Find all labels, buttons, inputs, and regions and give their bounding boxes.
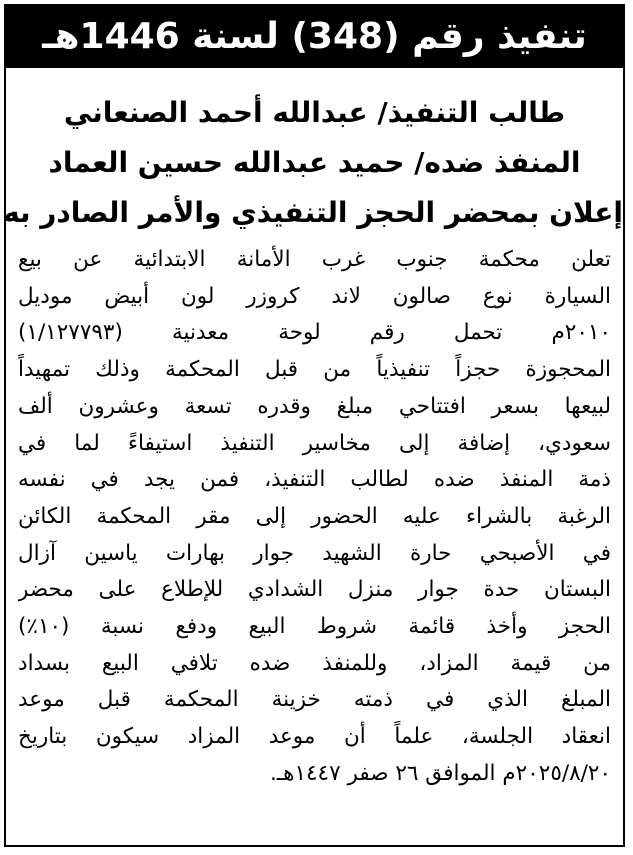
body-line: البستان حدة جوار منزل الشدادي للإطلاع على محضر xyxy=(18,577,611,603)
body-line: سعودي، إضافة إلى مخاسير التنفيذ استيفاءً لما في xyxy=(18,430,611,456)
body-line: ٢٠١٠م تحمل رقم لوحة معدنية (١/١٢٧٧٩٣) xyxy=(18,320,611,346)
body-line: في الأصبحي حارة الشهيد جوار بهارات ياسين آزال xyxy=(18,540,611,566)
body-line: لبيعها بسعر افتتاحي مبلغ وقدره تسعة وعشرون ألف xyxy=(18,393,611,419)
notice-subject: إعلان بمحضر الحجز التنفيذي والأمر الصادر به xyxy=(3,196,623,229)
court-notice xyxy=(4,4,625,847)
execution-respondent: المنفذ ضده/ حميد عبدالله حسين العماد xyxy=(48,146,581,179)
notice-title: تنفيذ رقم (348) لسنة 1446هـ xyxy=(42,16,587,57)
parties-block xyxy=(3,88,623,238)
body-line: الرغبة بالشراء عليه الحضور إلى مقر المحكمة الكائن xyxy=(18,503,611,529)
body-line: ٢٠٢٥/٨/٢٠م الموافق ٢٦ صفر ١٤٤٧هـ. xyxy=(269,760,611,786)
notice-body xyxy=(18,242,611,793)
notice-title-banner xyxy=(6,6,623,68)
body-line: الحجز وأخذ قائمة شروط البيع ودفع نسبة (١٠٪) xyxy=(18,614,611,640)
body-line: المحجوزة حجزاً تنفيذياً من قبل المحكمة وذلك تمهيداً xyxy=(18,357,611,383)
body-line: من قيمة المزاد، وللمنفذ ضده تلافي البيع بسداد xyxy=(18,650,611,676)
body-line: السيارة نوع صالون لاند كروزر لون أبيض موديل xyxy=(18,283,611,309)
body-line: انعقاد الجلسة، علماً أن موعد المزاد سيكون بتاريخ xyxy=(18,724,611,750)
body-line: ذمة المنفذ ضده لطالب التنفيذ، فمن يجد في نفسه xyxy=(18,467,611,493)
body-line: المبلغ الذي في ذمته خزينة المحكمة قبل موعد xyxy=(18,687,611,713)
body-line: تعلن محكمة جنوب غرب الأمانة الابتدائية عن بيع xyxy=(18,247,611,272)
execution-applicant: طالب التنفيذ/ عبدالله أحمد الصنعاني xyxy=(63,96,566,129)
